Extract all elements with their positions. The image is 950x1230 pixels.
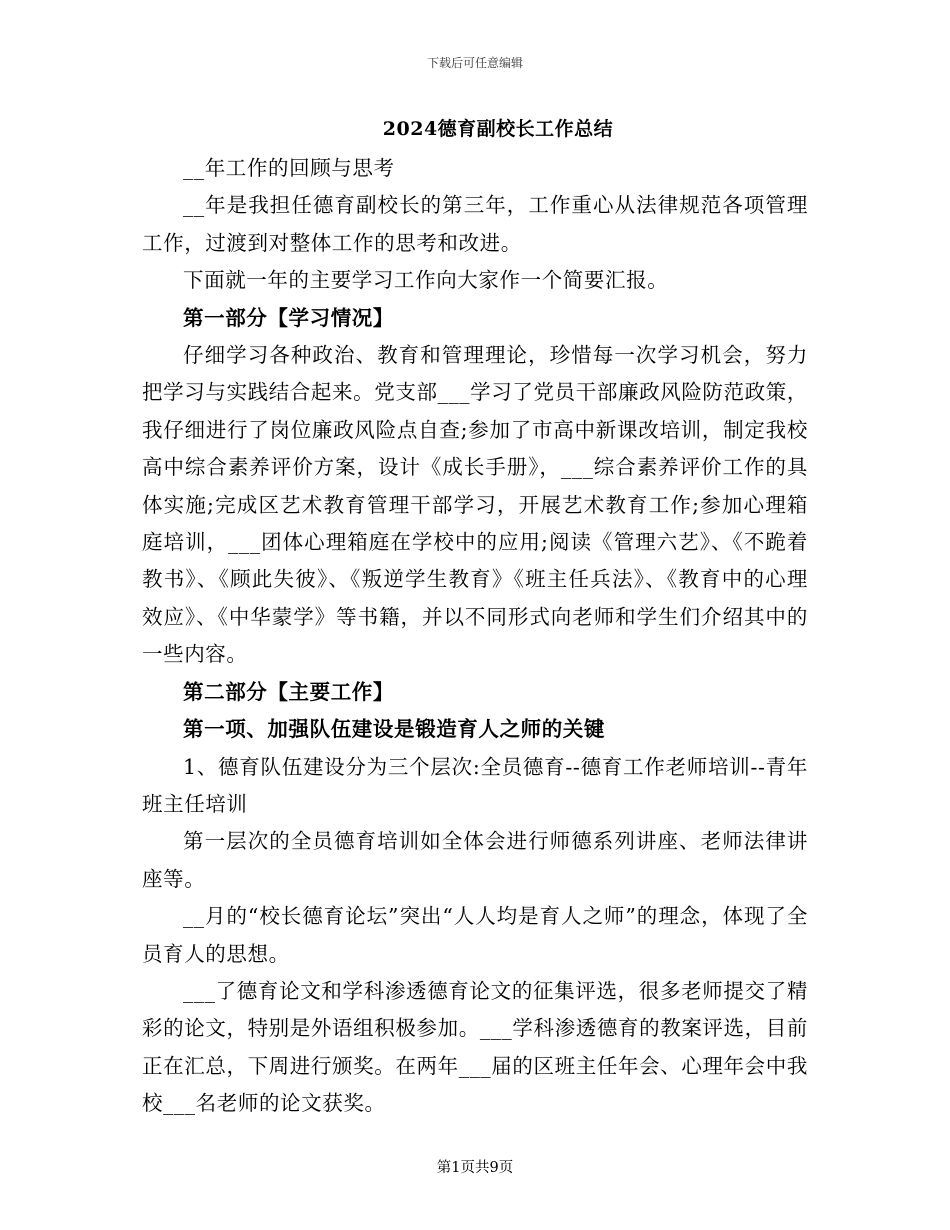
paragraph-study-details: 仔细学习各种政治、教育和管理理论，珍惜每一次学习机会，努力把学习与实践结合起来。党支部___学习了党员干部廉政风险防范政策，我仔细进行了岗位廉政风险点自查;参加了市高中新课改培训，制定我校高中综合素养评价方案，设计《成长手册》，___综合素养评价工作的具体实施;完成区艺术教育管理干部学习，开展艺术教育工作;参加心理箱庭培训，___团体心理箱庭在学校中的应用;阅读《管理六艺》、《不跪着教书》、《顾此失彼》、《叛逆学生教育》《班主任兵法》、《教育中的心理效应》、《中华蒙学》等书籍，并以不同形式向老师和学生们介绍其中的一些内容。 [142,343,808,667]
header-note: 下载后可任意编辑 [426,56,523,70]
paragraph-papers: ___了德育论文和学科渗透德育论文的征集评选，很多老师提交了精彩的论文，特别是外语组积极参加。___学科渗透德育的教案评选，目前正在汇总，下周进行颁奖。在两年___届的区班主任年会、心理年会中我校___名老师的论文获奖。 [142,978,808,1116]
paragraph-team-levels: 1、德育队伍建设分为三个层次:全员德育--德育工作老师培训--青年班主任培训 [142,754,808,816]
section-heading-main-work: 第二部分【主要工作】 [183,679,394,704]
section-heading-study: 第一部分【学习情况】 [183,305,394,330]
document-title: 2024德育副校长工作总结 [382,118,614,140]
paragraph-forum: __月的“校长德育论坛”突出“人人均是育人之师”的理念，体现了全员育人的思想。 [142,904,808,966]
document-body [142,150,808,1123]
subsection-heading-team-building: 第一项、加强队伍建设是锻造育人之师的关键 [183,717,605,742]
paragraph-report-note: 下面就一年的主要学习工作向大家作一个简要汇报。 [183,268,669,293]
paragraph-intro: __年是我担任德育副校长的第三年，工作重心从法律规范各项管理工作，过渡到对整体工作的思考和改进。 [142,193,808,255]
page-indicator: 第1页共9页 [436,1160,514,1176]
paragraph-first-level: 第一层次的全员德育培训如全体会进行师德系列讲座、老师法律讲座等。 [142,829,808,891]
paragraph-review-heading: __年工作的回顾与思考 [183,156,395,180]
